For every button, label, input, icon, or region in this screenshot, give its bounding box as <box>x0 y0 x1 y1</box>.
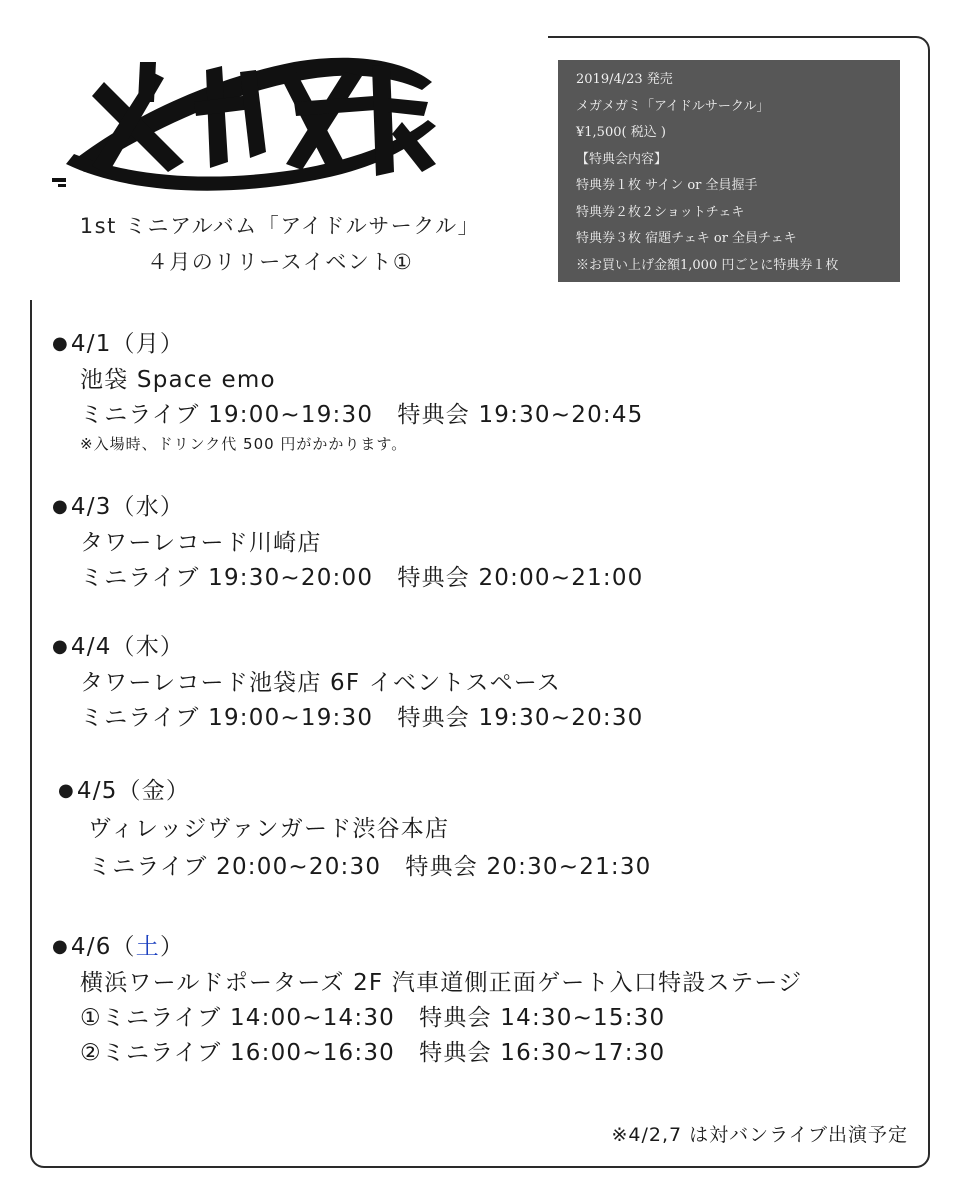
event-times: ミニライブ 19:00~19:30 特典会 19:30~20:30 <box>80 705 644 731</box>
event-series-title: ４月のリリースイベント① <box>146 250 414 274</box>
bullet-icon: ● <box>52 333 69 354</box>
event-date: ●4/4（木） <box>52 634 185 660</box>
event-venue: 池袋 Space emo <box>80 367 276 393</box>
event-venue: 横浜ワールドポーターズ 2F 汽車道側正面ゲート入口特設ステージ <box>80 970 803 996</box>
event-note: ※入場時、ドリンク代 500 円がかかります。 <box>80 435 408 453</box>
benefit-note: ※お買い上げ金額1,000 円ごとに特典券１枚 <box>576 257 839 273</box>
release-date: 2019/4/23 発売 <box>576 72 673 87</box>
event-4-6 <box>52 936 802 1065</box>
release-info-box <box>558 60 900 282</box>
event-date: ●4/5（金） <box>58 778 191 804</box>
bullet-icon: ● <box>58 780 75 801</box>
event-4-3 <box>52 496 644 590</box>
event-times-2: ②ミニライブ 16:00~16:30 特典会 16:30~17:30 <box>80 1040 666 1066</box>
event-venue: タワーレコード川崎店 <box>80 530 322 556</box>
event-venue: ヴィレッジヴァンガード渋谷本店 <box>88 816 450 842</box>
event-date: ●4/1（月） <box>52 331 185 357</box>
bullet-icon: ● <box>52 496 69 517</box>
event-4-4 <box>52 636 644 730</box>
megamegami-logo <box>44 42 444 202</box>
event-4-5 <box>58 780 652 879</box>
event-date: ●4/6（土） <box>52 934 185 960</box>
release-title: メガメガミ「アイドルサークル」 <box>576 98 770 114</box>
event-4-1 <box>52 333 644 452</box>
benefit-item: 特典券３枚 宿題チェキ or 全員チェキ <box>576 231 797 246</box>
event-times: ミニライブ 19:00~19:30 特典会 19:30~20:45 <box>80 402 644 428</box>
event-times: ミニライブ 20:00~20:30 特典会 20:30~21:30 <box>88 854 652 880</box>
benefit-item: 特典券１枚 サイン or 全員握手 <box>576 178 758 193</box>
schedule-footnote: ※4/2,7 は対バンライブ出演予定 <box>611 1124 908 1146</box>
event-times-1: ①ミニライブ 14:00~14:30 特典会 14:30~15:30 <box>80 1005 666 1031</box>
event-times: ミニライブ 19:30~20:00 特典会 20:00~21:00 <box>80 565 644 591</box>
bullet-icon: ● <box>52 636 69 657</box>
benefit-heading: 【特典会内容】 <box>576 151 668 167</box>
release-price: ¥1,500( 税込 ) <box>576 125 666 140</box>
event-venue: タワーレコード池袋店 6F イベントスペース <box>80 670 562 696</box>
saturday-label: 土 <box>135 934 160 960</box>
benefit-item: 特典券２枚２ショットチェキ <box>576 204 745 220</box>
event-date: ●4/3（水） <box>52 494 185 520</box>
bullet-icon: ● <box>52 936 69 957</box>
album-title: 1st ミニアルバム「アイドルサークル」 <box>79 214 481 238</box>
